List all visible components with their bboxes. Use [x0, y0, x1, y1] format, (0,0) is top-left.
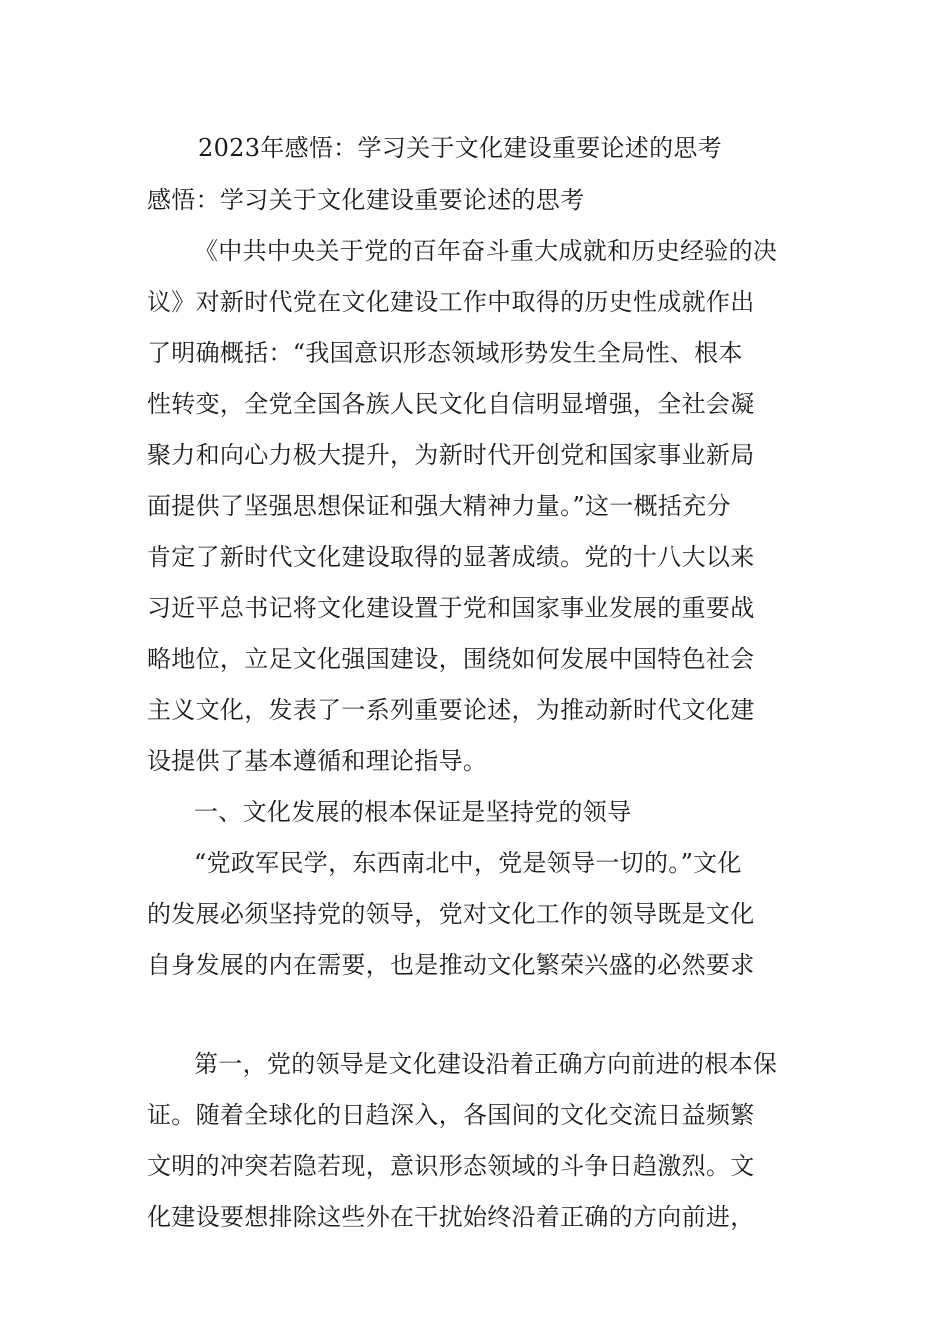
paragraph-line: 证。随着全球化的日趋深入，各国间的文化交流日益频繁 [147, 1101, 755, 1129]
document-title: 2023年感悟：学习关于文化建设重要论述的思考 [198, 134, 722, 162]
paragraph-line: 议》对新时代党在文化建设工作中取得的历史性成就作出 [147, 288, 755, 316]
document-subtitle: 感悟：学习关于文化建设重要论述的思考 [147, 186, 585, 214]
paragraph-line: 习近平总书记将文化建设置于党和国家事业发展的重要战 [147, 594, 755, 622]
paragraph-line: 面提供了坚强思想保证和强大精神力量。”这一概括充分 [147, 492, 731, 520]
paragraph-line: 设提供了基本遵循和理论指导。 [147, 747, 488, 775]
paragraph-line: 自身发展的内在需要，也是推动文化繁荣兴盛的必然要求 [147, 951, 755, 979]
paragraph-line: 了明确概括：“我国意识形态领域形势发生全局性、根本 [147, 339, 743, 367]
paragraph-line: 文明的冲突若隐若现，意识形态领域的斗争日趋激烈。文 [147, 1152, 755, 1180]
paragraph-line: 化建设要想排除这些外在干扰始终沿着正确的方向前进， [147, 1203, 755, 1231]
paragraph-line: 《中共中央关于党的百年奋斗重大成就和历史经验的决 [194, 237, 778, 265]
paragraph-line: “党政军民学，东西南北中，党是领导一切的。”文化 [194, 849, 742, 877]
paragraph-line: 性转变，全党全国各族人民文化自信明显增强，全社会凝 [147, 390, 755, 418]
paragraph-line: 第一，党的领导是文化建设沿着正确方向前进的根本保 [194, 1050, 778, 1078]
paragraph-line: 略地位，立足文化强国建设，围绕如何发展中国特色社会 [147, 645, 755, 673]
paragraph-line: 聚力和向心力极大提升，为新时代开创党和国家事业新局 [147, 441, 755, 469]
paragraph-line: 主义文化，发表了一系列重要论述，为推动新时代文化建 [147, 696, 755, 724]
section-heading: 一、文化发展的根本保证是坚持党的领导 [194, 798, 632, 826]
paragraph-line: 肯定了新时代文化建设取得的显著成绩。党的十八大以来 [147, 543, 755, 571]
paragraph-line: 的发展必须坚持党的领导，党对文化工作的领导既是文化 [147, 900, 755, 928]
